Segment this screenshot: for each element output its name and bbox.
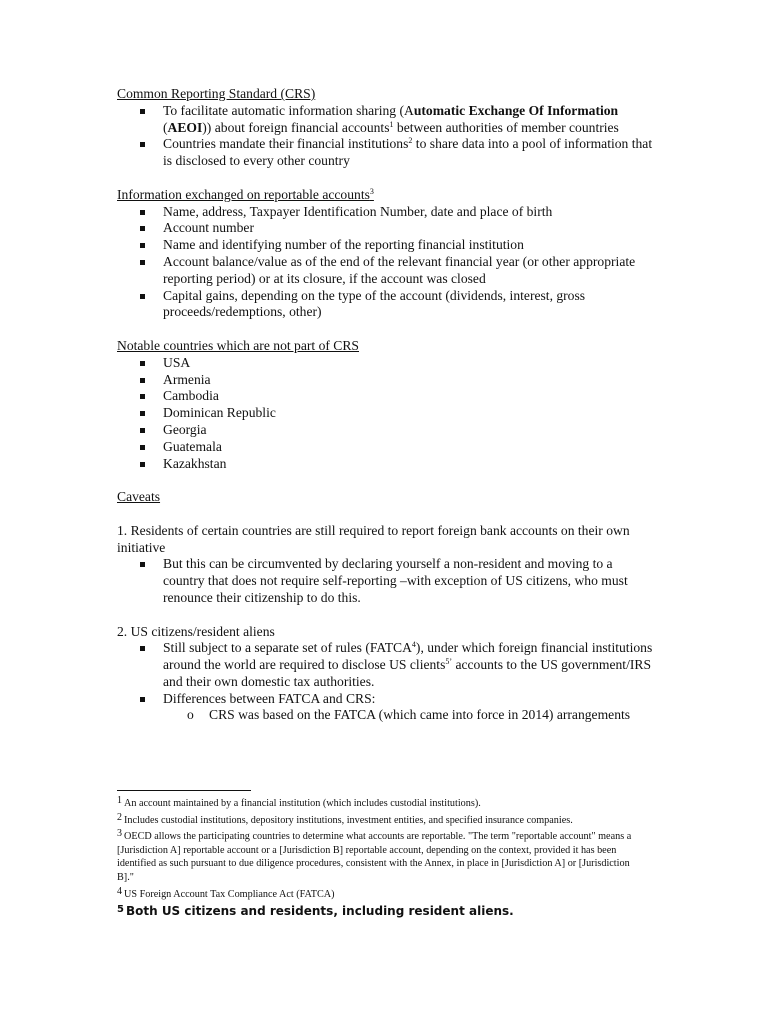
info-item: Account balance/value as of the end of the relevant financial year (or other appropriate reporting period) or at its closure, if the account was closed bbox=[163, 254, 657, 288]
crs-b1-post: )) about foreign financial accounts bbox=[202, 119, 390, 135]
crs-list bbox=[117, 103, 657, 170]
crs-b1-text: To facilitate automatic information sharing (A bbox=[163, 102, 414, 118]
fatca-mid: ), under which foreign financial institutions around the world are required to disclose US clients bbox=[163, 640, 653, 673]
fatca-end: accounts to the US government/IRS and their own domestic tax authorities. bbox=[163, 657, 652, 689]
info-item: Name and identifying number of the reporting financial institution bbox=[163, 237, 657, 254]
caveat-1: 1. Residents of certain countries are still required to report foreign bank accounts on their own initiative bbox=[117, 522, 630, 555]
caveats-heading: Caveats bbox=[117, 489, 161, 505]
info-item: Name, address, Taxpayer Identification Number, date and place of birth bbox=[163, 204, 657, 221]
caveat-2-bullet-1 bbox=[163, 640, 657, 690]
spacer bbox=[117, 170, 657, 187]
footnote-ref-1: 1 bbox=[389, 119, 394, 129]
non-crs-countries-heading: Notable countries which are not part of CRS bbox=[117, 337, 359, 353]
crs-b1-mid: ( bbox=[163, 119, 168, 135]
caveat-2-list bbox=[117, 640, 657, 724]
country-item: Cambodia bbox=[163, 388, 657, 405]
footnote-ref-2: 2 bbox=[408, 136, 413, 146]
footnote-text: US Foreign Account Tax Compliance Act (FATCA) bbox=[124, 888, 335, 900]
crs-b1-aeoi: AEOI bbox=[167, 119, 203, 135]
country-item: USA bbox=[163, 355, 657, 372]
country-item: Kazakhstan bbox=[163, 456, 657, 473]
info-exchanged-heading bbox=[117, 187, 657, 204]
footnote-1 bbox=[117, 794, 637, 811]
footnote-number: 3 bbox=[117, 828, 122, 840]
crs-b2-text: Countries mandate their financial institutions bbox=[163, 136, 409, 152]
caveat-2-bullet-2 bbox=[163, 691, 657, 725]
spacer bbox=[117, 321, 657, 338]
crs-bullet-2 bbox=[163, 136, 657, 170]
country-item: Armenia bbox=[163, 372, 657, 389]
footnote-number: 1 bbox=[117, 795, 122, 806]
differences-text: Differences between FATCA and CRS: bbox=[163, 690, 376, 706]
spacer bbox=[117, 506, 657, 523]
difference-item: o CRS was based on the FATCA (which came into force in 2014) arrangements bbox=[209, 707, 657, 724]
footnote-ref-3: 3 bbox=[369, 186, 374, 196]
footnote-text: An account maintained by a financial institution (which includes custodial institutions). bbox=[124, 798, 481, 809]
non-crs-countries-list bbox=[117, 355, 657, 473]
crs-b2-end: to share data into a pool of information that is disclosed to every other country bbox=[163, 136, 653, 169]
footnote-number: 2 bbox=[117, 811, 122, 823]
footnote-number: 5 bbox=[117, 904, 124, 916]
info-item: Capital gains, depending on the type of the account (dividends, interest, gross proceeds/redemptions, other) bbox=[163, 288, 657, 322]
footnote-5 bbox=[117, 903, 637, 919]
country-item: Guatemala bbox=[163, 439, 657, 456]
spacer bbox=[117, 472, 657, 489]
spacer bbox=[117, 607, 657, 624]
footnote-4 bbox=[117, 885, 637, 902]
info-item: Account number bbox=[163, 220, 657, 237]
footnote-3 bbox=[117, 827, 637, 884]
footnote-text: OECD allows the participating countries to determine what accounts are reportable. "The term "reportable account" means a [Jurisdiction A] reportable account or a [Jurisdiction B] reportable account, depending on the context, provided it has been identified as such pursuant to due diligence procedures, consistent with the Annex, in place in [Jurisdiction A] or [Jurisdiction B]." bbox=[117, 831, 632, 883]
document-body bbox=[117, 86, 657, 724]
footnote-separator bbox=[117, 790, 251, 791]
footnotes bbox=[117, 794, 637, 919]
caveat-1-bullet: But this can be circumvented by declaring yourself a non-resident and moving to a country that does not require self-reporting –with exception of US citizens, who must renounce their citizenship to do this. bbox=[163, 556, 657, 606]
footnote-text: Both US citizens and residents, including resident aliens. bbox=[125, 904, 514, 919]
crs-bullet-1 bbox=[163, 103, 657, 137]
fatca-text: Still subject to a separate set of rules (FATCA bbox=[163, 640, 412, 656]
footnote-ref-5: 5’ bbox=[445, 657, 453, 667]
crs-heading: Common Reporting Standard (CRS) bbox=[117, 86, 316, 101]
crs-b1-bold: utomatic Exchange Of Information bbox=[413, 102, 619, 118]
info-heading-text: Information exchanged on reportable accounts bbox=[117, 186, 370, 202]
info-exchanged-list bbox=[117, 204, 657, 322]
differences-list bbox=[163, 707, 657, 724]
caveat-2: 2. US citizens/resident aliens bbox=[117, 623, 275, 639]
caveat-1-list bbox=[117, 556, 657, 606]
footnote-ref-4: 4 bbox=[411, 640, 416, 650]
country-item: Dominican Republic bbox=[163, 405, 657, 422]
country-item: Georgia bbox=[163, 422, 657, 439]
footnote-number: 4 bbox=[117, 885, 122, 897]
footnote-2 bbox=[117, 811, 637, 828]
footnote-text: Includes custodial institutions, depository institutions, investment entities, and specified insurance companies. bbox=[124, 814, 573, 826]
crs-b1-end: between authorities of member countries bbox=[393, 119, 619, 135]
